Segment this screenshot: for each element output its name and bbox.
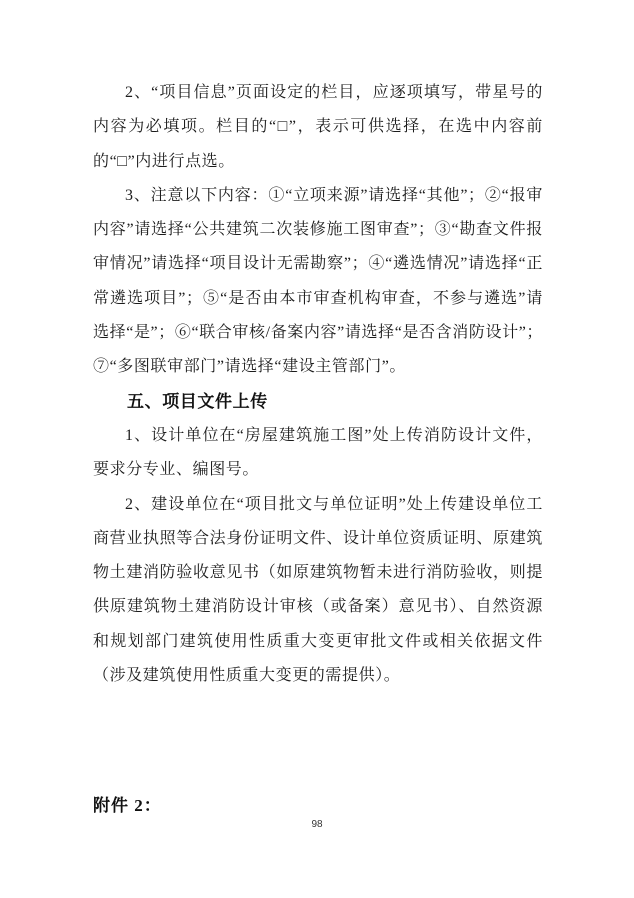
section-heading-file-upload: 五、项目文件上传 <box>127 391 268 411</box>
paragraph-construction-unit-upload: 2、建设单位在“项目批文与单位证明”处上传建设单位工商营业执照等合法身份证明文件、设计单位资质证明、原建筑物土建消防验收意见书（如原建筑物暂未进行消防验收，则提供原建筑物土建消防设计审核（或备案）意见书）、自然资源和规划部门建筑使用性质重大变更审批文件或相关依据文件（涉及建筑使用性质重大变更的需提供）。 <box>93 495 543 685</box>
page-number: 98 <box>311 819 323 830</box>
paragraph-design-unit-upload: 1、设计单位在“房屋建筑施工图”处上传消防设计文件，要求分专业、编图号。 <box>93 426 543 479</box>
document-body <box>93 76 543 693</box>
attachment-label: 附件 2： <box>93 796 162 815</box>
paragraph-attention-items: 3、注意以下内容：①“立项来源”请选择“其他”；②“报审内容”请选择“公共建筑二次装修施工图审查”；③“勘查文件报审情况”请选择“项目设计无需勘察”；④“遴选情况”请选择“正常遴选项目”；⑤“是否由本市审查机构审查，不参与遴选”请选择“是”；⑥“联合审核/备案内容”请选择“是否含消防设计”；⑦“多图联审部门”请选择“建设主管部门”。 <box>93 186 543 376</box>
paragraph-project-info-fields: 2、“项目信息”页面设定的栏目，应逐项填写，带星号的内容为必填项。栏目的“□”，表示可供选择，在选中内容前的“□”内进行点选。 <box>93 84 543 170</box>
